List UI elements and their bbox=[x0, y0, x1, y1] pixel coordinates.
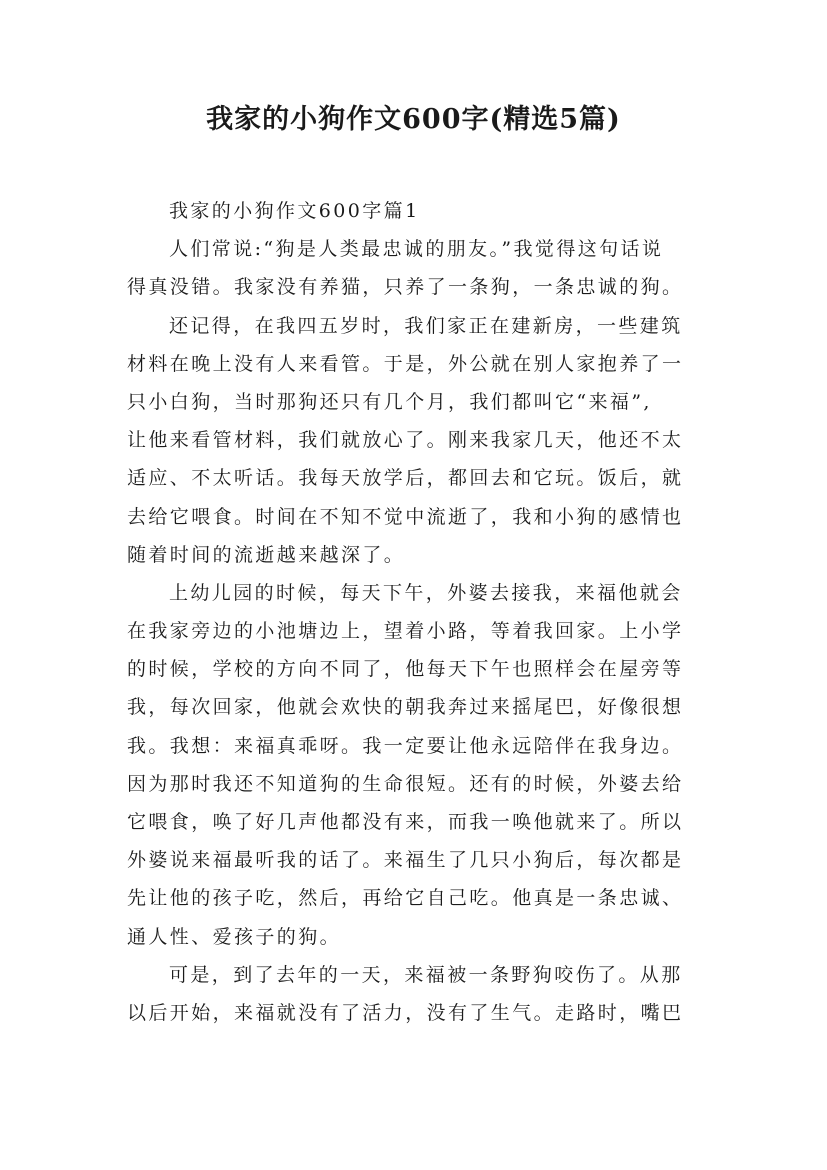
paragraph-line: 适应、不太听话。我每天放学后，都回去和它玩。饭后，就 bbox=[127, 467, 684, 490]
paragraph-line: 我，每次回家，他就会欢快的朝我奔过来摇尾巴，好像很想 bbox=[127, 696, 684, 719]
section-heading: 我家的小狗作文600字篇1 bbox=[169, 200, 420, 222]
paragraph-line: 先让他的孩子吃，然后，再给它自己吃。他真是一条忠诚、 bbox=[127, 887, 684, 910]
paragraph-line: 去给它喂食。时间在不知不觉中流逝了，我和小狗的感情也 bbox=[127, 505, 684, 528]
document-title: 我家的小狗作文600字(精选5篇) bbox=[206, 104, 621, 135]
paragraph-line: 因为那时我还不知道狗的生命很短。还有的时候，外婆去给 bbox=[127, 772, 684, 795]
paragraph-line: 上幼儿园的时候，每天下午，外婆去接我，来福他就会 bbox=[169, 581, 683, 604]
paragraph-line: 的时候，学校的方向不同了，他每天下午也照样会在屋旁等 bbox=[127, 658, 684, 681]
paragraph-line: 以后开始，来福就没有了活力，没有了生气。走路时，嘴巴 bbox=[127, 1001, 684, 1024]
paragraph-line: 让他来看管材料，我们就放心了。刚来我家几天，他还不太 bbox=[127, 429, 684, 452]
paragraph-line: 我。我想：来福真乖呀。我一定要让他永远陪伴在我身边。 bbox=[127, 734, 684, 757]
paragraph-line: 材料在晚上没有人来看管。于是，外公就在别人家抱养了一 bbox=[127, 352, 684, 375]
paragraph-line: 随着时间的流逝越来越深了。 bbox=[127, 543, 406, 566]
paragraph-line: 只小白狗，当时那狗还只有几个月，我们都叫它“来福”, bbox=[127, 390, 652, 413]
document-body bbox=[127, 192, 707, 1032]
paragraph-line: 得真没错。我家没有养猫，只养了一条狗，一条忠诚的狗。 bbox=[127, 276, 684, 299]
paragraph-line: 在我家旁边的小池塘边上，望着小路，等着我回家。上小学 bbox=[127, 620, 684, 643]
paragraph-line: 可是，到了去年的一天，来福被一条野狗咬伤了。从那 bbox=[169, 963, 683, 986]
paragraph-line: 它喂食，唤了好几声他都没有来，而我一唤他就来了。所以 bbox=[127, 811, 684, 833]
paragraph-line: 通人性、爱孩子的狗。 bbox=[127, 925, 342, 948]
paragraph-line: 还记得，在我四五岁时，我们家正在建新房，一些建筑 bbox=[169, 314, 683, 337]
paragraph-line: 外婆说来福最听我的话了。来福生了几只小狗后，每次都是 bbox=[127, 849, 684, 872]
paragraph-line: 人们常说:“狗是人类最忠诚的朋友。”我觉得这句话说 bbox=[169, 238, 664, 261]
